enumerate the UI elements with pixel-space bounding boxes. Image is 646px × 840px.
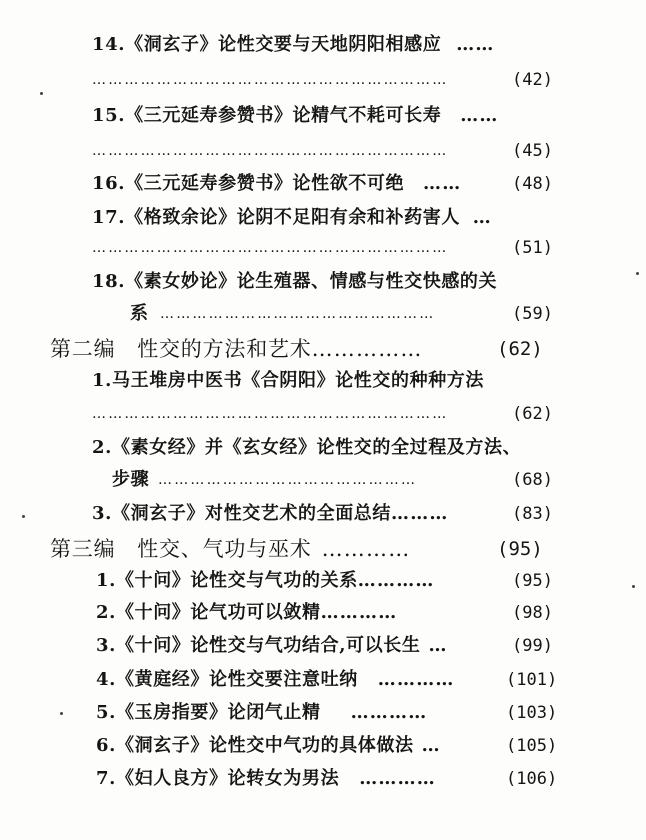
toc-entry-16[interactable] <box>92 172 461 196</box>
dot-leader: … <box>472 207 492 228</box>
entry-title-continuation: 步骤 <box>112 469 150 490</box>
toc-entry-3-2[interactable] <box>96 601 397 625</box>
entry-title: 3.《十问》论性交与气功结合,可以长生 <box>96 635 421 656</box>
dot-leader: ………… <box>320 602 398 623</box>
dot-leader: …… <box>423 173 462 194</box>
dot-leader: … <box>428 635 448 656</box>
page-number: (51) <box>512 238 553 258</box>
page-number: (95) <box>497 538 543 560</box>
part-heading-2[interactable] <box>50 337 423 361</box>
dot-leader-line: ………………………………………………………… <box>92 143 449 159</box>
entry-title: 1.马王堆房中医书《合阴阳》论性交的种种方法 <box>92 370 484 391</box>
toc-entry-3-3[interactable] <box>96 634 448 658</box>
dot-leader-line: …………………………………………… <box>160 306 436 322</box>
toc-entry-3-4[interactable] <box>96 668 455 692</box>
part-title: 第三编 性交、气功与巫术 <box>50 537 312 561</box>
scan-speck <box>40 92 43 95</box>
toc-entry-2-1[interactable] <box>92 369 484 393</box>
toc-entry-3-7[interactable] <box>96 767 436 791</box>
scan-speck <box>632 585 635 588</box>
dot-leader: …………… <box>311 337 423 361</box>
page-number: (99) <box>512 636 553 656</box>
toc-entry-2-2[interactable] <box>92 436 521 460</box>
page-number: (42) <box>512 70 553 90</box>
toc-entry-18[interactable] <box>92 270 497 294</box>
page-number: (59) <box>512 304 553 324</box>
entry-title: 4.《黄庭经》论性交要注意吐纳 <box>96 669 358 690</box>
toc-entry-15[interactable] <box>92 104 499 128</box>
entry-title: 16.《三元延寿参赞书》论性欲不可绝 <box>92 173 405 194</box>
entry-title: 1.《十问》论性交与气功的关系 <box>96 570 358 591</box>
dot-leader: ……… <box>391 503 449 524</box>
dot-leader-line: ………………………………………………………… <box>92 240 449 256</box>
entry-title: 2.《十问》论气功可以敛精 <box>96 602 321 623</box>
dot-leader-line: ………………………………………………………… <box>92 406 449 422</box>
page-number: (101) <box>506 670 558 690</box>
toc-entry-2-2-continuation <box>112 468 149 492</box>
page-number: (106) <box>506 769 558 789</box>
page-number: (62) <box>497 338 543 360</box>
dot-leader: …… <box>460 105 499 126</box>
toc-entry-3-5[interactable] <box>96 701 427 725</box>
part-title: 第二编 性交的方法和艺术 <box>50 337 312 361</box>
dot-leader: …… <box>456 34 495 55</box>
page-number: (105) <box>506 736 558 756</box>
dot-leader: ………… <box>321 537 411 561</box>
entry-title: 3.《洞玄子》对性交艺术的全面总结 <box>92 503 391 524</box>
scan-speck <box>60 712 63 715</box>
dot-leader: ………… <box>357 570 435 591</box>
entry-title: 18.《素女妙论》论生殖器、情感与性交快感的关 <box>92 271 498 292</box>
entry-title: 7.《妇人良方》论转女为男法 <box>96 768 340 789</box>
entry-title-continuation: 系 <box>130 303 149 324</box>
part-heading-3[interactable] <box>50 537 410 561</box>
page-number: (68) <box>512 470 553 490</box>
dot-leader: ………… <box>350 702 428 723</box>
page-number: (45) <box>512 141 553 161</box>
entry-title: 2.《素女经》并《玄女经》论性交的全过程及方法、 <box>92 437 522 458</box>
page-number: (98) <box>512 603 553 623</box>
entry-title: 15.《三元延寿参赞书》论精气不耗可长寿 <box>92 105 442 126</box>
toc-entry-3-6[interactable] <box>96 734 441 758</box>
toc-entry-2-3[interactable] <box>92 502 449 526</box>
toc-entry-17[interactable] <box>92 206 492 230</box>
dot-leader-line: ………………………………………… <box>158 472 418 488</box>
page-number: (62) <box>512 404 553 424</box>
page-number: (48) <box>512 174 553 194</box>
toc-entry-18-continuation <box>130 302 149 326</box>
toc-entry-3-1[interactable] <box>96 569 435 593</box>
scan-speck <box>636 272 639 275</box>
toc-entry-14[interactable] <box>92 33 495 57</box>
dot-leader-line: ………………………………………………………… <box>92 72 449 88</box>
entry-title: 14.《洞玄子》论性交要与天地阴阳相感应 <box>92 34 442 55</box>
page-number: (95) <box>512 571 553 591</box>
page-number: (103) <box>506 703 558 723</box>
page-number: (83) <box>512 504 553 524</box>
dot-leader: … <box>421 735 441 756</box>
entry-title: 5.《玉房指要》论闭气止精 <box>96 702 321 723</box>
entry-title: 17.《格致余论》论阴不足阳有余和补药害人 <box>92 207 460 228</box>
entry-title: 6.《洞玄子》论性交中气功的具体做法 <box>96 735 414 756</box>
dot-leader: ………… <box>377 669 455 690</box>
scan-speck <box>22 515 25 518</box>
dot-leader: ………… <box>359 768 437 789</box>
